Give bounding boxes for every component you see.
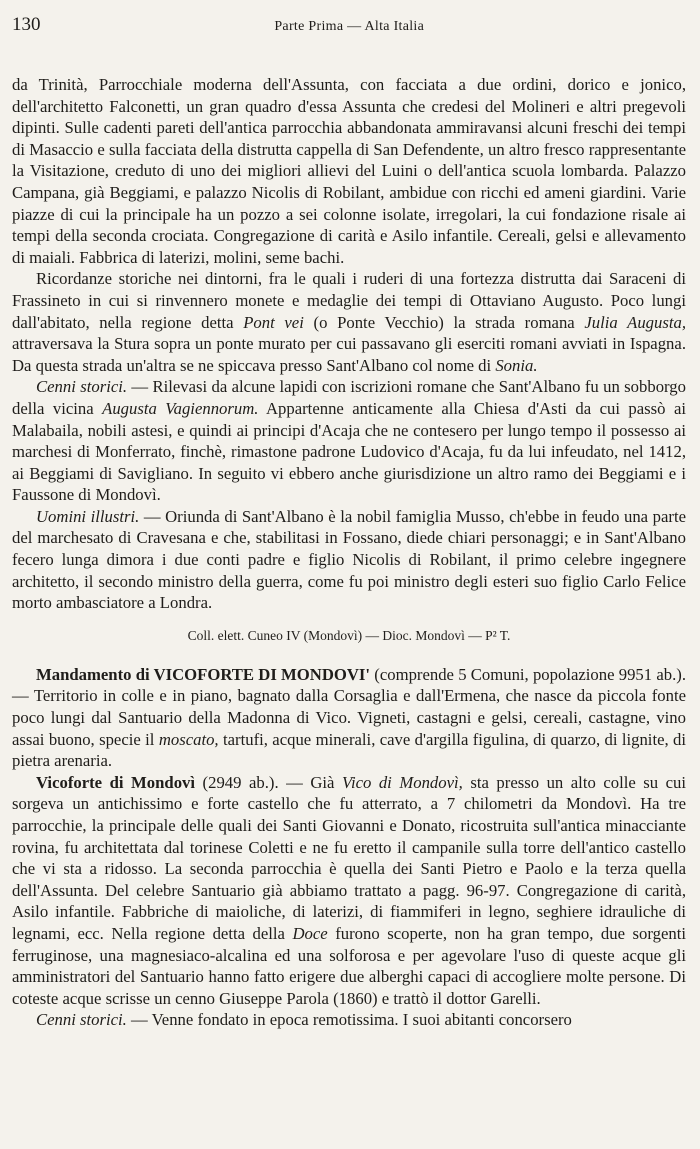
text-run: (2949 ab.). — Già xyxy=(195,772,342,792)
text-run: tartufi, acque minerali, cave d'argilla figulina, di quarzo, di lignite, di pietra arenaria. xyxy=(12,729,687,771)
section-heading: Vicoforte di Mondovì xyxy=(36,772,196,792)
section-lead: Uomini illustri. xyxy=(36,506,140,526)
text-run: Ricordanze storiche nei dintorni, fra le quali i ruderi di una fortezza distrutta dai Saraceni di Frassineto in cui si rinvennero monete e medaglie dei tempi di Ottaviano Augusto. Poco lungi dall'abitato, nella regione detta xyxy=(12,269,686,332)
paragraph-cenni-storici xyxy=(12,376,686,506)
italic-run: moscato, xyxy=(158,729,219,749)
paragraph-uomini-illustri xyxy=(12,506,686,614)
italic-run: Julia Augusta, xyxy=(584,312,686,332)
page-body xyxy=(12,74,686,1031)
italic-run: Sonia. xyxy=(495,355,538,375)
italic-run: Doce xyxy=(292,923,328,943)
page-number: 130 xyxy=(12,14,41,35)
text-run: Appartenne anticamente alla Chiesa d'Asti da cui passò ai Malabaila, nobili astesi, e quindi ai principi d'Acaja che ne contesero per lungo tempo il possesso ai marchesi di Monferrato, finchè, rimastone padrone Ludovico d'Acaja, fu da lui infeudato, nel 1412, ai Beggiami di Savigliano. In seguito vi ebbero anche giurisdizione un altro ramo dei Beggiami e i Faussone di Mondovì. xyxy=(12,398,686,505)
paragraph-continuation: da Trinità, Parrocchiale moderna dell'Assunta, con facciata a due ordini, dorico e jonico, dell'architetto Falconetti, un gran quadro d'essa Assunta che credesi del Molineri e altri pregevoli dipinti. Sulle cadenti pareti dell'antica parrocchia abbandonata ammiravansi alcuni freschi dei tempi di Masaccio e sulla facciata della distrutta cappella di San Defendente, un altro fresco rappresentante la Visitazione, creduto di uno dei migliori allievi del Luini o dell'antica scuola lombarda. Palazzo Campana, già Beggiami, e palazzo Nicolis di Robilant, ambidue con ricchi ed ameni giardini. Varie piazze di cui la principale ha un pozzo a sei colonne isolate, irregolari, la cui fondazione risale ai tempi della seconda crociata. Congregazione di carità e Asilo infantile. Cereali, gelsi e allevamento di maiali. Fabbrica di laterizi, molini, seme bachi. xyxy=(12,75,686,267)
text-run: attraversava la Stura sopra un ponte murato per cui passavano gli eserciti romani avviati in Ispagna. Da questa strada un'altra se ne spiccava presso Sant'Albano col nome di xyxy=(12,334,686,375)
paragraph-cenni-storici-2 xyxy=(12,1009,686,1031)
text-run: — Oriunda di Sant'Albano è la nobil famiglia Musso, ch'ebbe in feudo una parte del marchesato di Cravesana e che, stabilitasi in Fossano, diede chiari personaggi; e in Sant'Albano fecero lunga dimora i due conti padre e figlio Nicolis di Robilant, il primo celebre ingegnere architetto, il secondo ministro della guerra, come fu poi ministro degli esteri suo figlio Carlo Felice morto ambasciatore a Londra. xyxy=(12,506,686,613)
italic-run: Pont vei xyxy=(243,312,304,332)
text-run: (comprende 5 Comuni, popolazione 9951 ab.). — Territorio in colle e in piano, bagnato dalla Corsaglia e dall'Ermena, che nasce da piccola fonte poco lungi dal Santuario della Madonna di Vico. Vigneti, castagni e gelsi, cereali, castagne, vino assai buono, specie il xyxy=(12,664,686,749)
text-run: sta presso un alto colle su cui sorgeva un antichissimo e forte castello che fu atterrato, a 7 chilometri da Mondovì. Ha tre parrocchie, la principale delle quali dei Santi Giovanni e Donato, ricostruita sull'antica minacciante rovina, fu architettata dal torinese Coletti e ne fu eretto il campanile sulla torre dell'antico castello che vi sta a ridosso. La seconda parrocchia è quella dei Santi Pietro e Paolo e la terza quella dell'Assunta. Del celebre Santuario già abbiamo trattato a pagg. 96-97. Congregazione di carità, Asilo infantile. Fabbriche di maioliche, di laterizi, di fiammiferi in legno, seghiere idrauliche di legnami, ecc. Nella regione detta della xyxy=(12,772,687,943)
section-heading: Mandamento di VICOFORTE DI MONDOVI' xyxy=(36,664,371,684)
paragraph-ricordanze xyxy=(12,268,686,376)
text-run: (o Ponte Vecchio) la strada romana xyxy=(303,312,585,332)
paragraph-mandamento xyxy=(12,664,686,772)
section-lead: Cenni storici. xyxy=(36,1010,127,1030)
italic-run: Augusta Vagiennorum. xyxy=(102,398,259,418)
paragraph-vicoforte xyxy=(12,772,686,1010)
running-title: Parte Prima — Alta Italia xyxy=(274,19,425,34)
page-header xyxy=(12,14,686,40)
electoral-info-line: Coll. elett. Cuneo IV (Mondovì) — Dioc. Mondovì — P² T. xyxy=(187,627,511,643)
italic-run: Vico di Mondovì, xyxy=(341,772,463,792)
text-run: — Rilevasi da alcune lapidi con iscrizioni romane che Sant'Albano fu un sobborgo della vicina xyxy=(12,377,686,418)
section-lead: Cenni storici. xyxy=(36,377,128,397)
text-run: furono scoperte, non ha gran tempo, due sorgenti ferruginose, una magnesiaco-alcalina ed una solforosa e per agevolare l'uso di queste acque gli amministratori del Santuario hanno fatto erigere due alberghi capaci di accogliere molte persone. Di coteste acque scrisse un cenno Giuseppe Parola (1860) e trattò il dottor Garelli. xyxy=(12,923,686,1008)
text-run: — Venne fondato in epoca remotissima. I suoi abitanti concorsero xyxy=(126,1010,572,1030)
